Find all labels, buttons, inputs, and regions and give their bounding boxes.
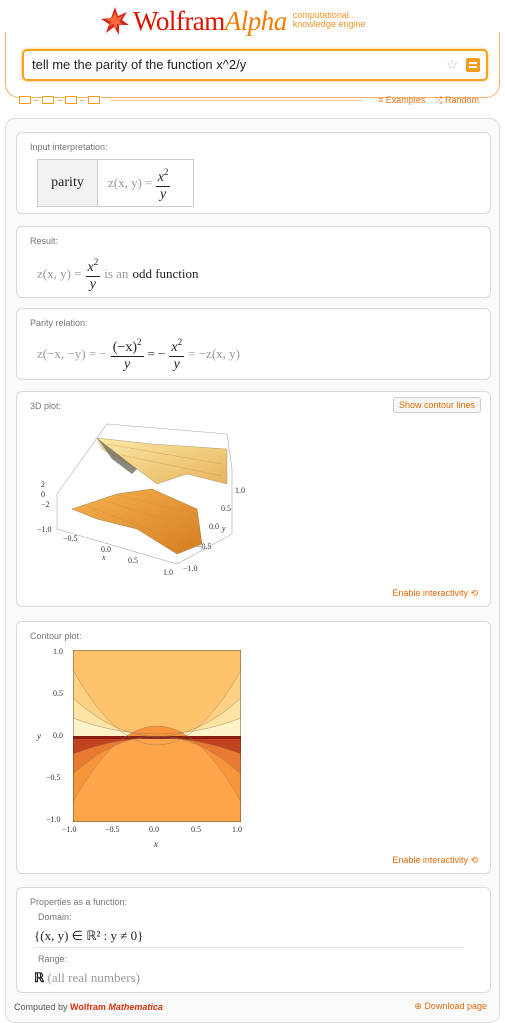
pod-parity-relation bbox=[16, 308, 491, 380]
denominator: y bbox=[173, 357, 180, 372]
keyboard-icon[interactable] bbox=[19, 96, 31, 104]
camera-icon[interactable] bbox=[42, 96, 54, 104]
x-tick: −0.5 bbox=[63, 534, 78, 543]
pod-title: Properties as a function: bbox=[30, 897, 128, 907]
domain-value: {(x, y) ∈ ℝ² : y ≠ 0} bbox=[34, 928, 144, 943]
pod-properties bbox=[16, 887, 491, 993]
fraction: $\frac{x^2}{y}$ bbox=[156, 164, 171, 203]
fraction: $\frac{x^2}{y}$ bbox=[169, 334, 184, 373]
x-tick: −0.5 bbox=[105, 825, 120, 834]
x-tick: 0.5 bbox=[128, 556, 138, 565]
denominator: y bbox=[160, 186, 167, 202]
tool-separator bbox=[80, 100, 85, 101]
examples-link[interactable]: ≡ Examples bbox=[378, 95, 425, 106]
z-ticks bbox=[41, 480, 50, 510]
y-tick: 1.0 bbox=[53, 647, 63, 656]
pod-result bbox=[16, 226, 491, 298]
logo-wolfram-text: Wolfram bbox=[133, 6, 225, 36]
range-symbol: ℝ bbox=[34, 970, 45, 985]
denominator: y bbox=[124, 357, 131, 372]
pod-title: 3D plot: bbox=[30, 401, 62, 411]
divider bbox=[110, 100, 362, 101]
z-tick: −2 bbox=[41, 500, 50, 509]
random-link[interactable]: ⤮ Random bbox=[435, 95, 479, 106]
x-tick: 0.0 bbox=[101, 545, 111, 554]
input-tools bbox=[19, 94, 103, 106]
download-page-link[interactable]: ⊕ Download page bbox=[414, 1001, 487, 1012]
y-axis-label: y bbox=[222, 524, 226, 533]
tagline-line2: knowledge engine bbox=[292, 19, 366, 29]
z-tick: 2 bbox=[41, 480, 45, 489]
mathematica-link[interactable]: Mathematica bbox=[108, 1002, 163, 1012]
pod-title: Result: bbox=[30, 236, 59, 246]
search-box[interactable] bbox=[22, 49, 488, 81]
numerator: x bbox=[157, 169, 164, 185]
table-icon[interactable] bbox=[65, 96, 77, 104]
numerator: x bbox=[87, 260, 94, 275]
extras-icon[interactable] bbox=[88, 96, 100, 104]
parity-expression bbox=[37, 334, 240, 373]
pod-contour-plot bbox=[16, 621, 491, 874]
interpretation-function bbox=[98, 160, 193, 206]
range-note: (all real numbers) bbox=[47, 970, 140, 985]
fraction: $\frac{(-x)^2}{y}$ bbox=[111, 334, 144, 373]
logo-alpha-text: Alpha bbox=[224, 6, 287, 36]
range-label: Range: bbox=[38, 954, 68, 964]
wolfram-link[interactable]: Wolfram bbox=[70, 1002, 106, 1012]
function-lhs: z(x, y) = bbox=[108, 175, 153, 190]
go-button[interactable] bbox=[466, 58, 480, 72]
header-links bbox=[378, 95, 479, 106]
parity-eq: = − bbox=[147, 345, 166, 361]
pod-title: Parity relation: bbox=[30, 318, 88, 328]
parity-rhs: = −z(x, y) bbox=[188, 345, 240, 361]
y-tick: 1.0 bbox=[235, 486, 245, 495]
computed-by-text: Computed by bbox=[14, 1002, 68, 1012]
numerator: x bbox=[171, 340, 178, 355]
footer-credit bbox=[14, 1002, 163, 1012]
logo-tagline bbox=[293, 11, 366, 29]
fraction: $\frac{x^2}{y}$ bbox=[86, 254, 101, 293]
enable-interactivity-link[interactable]: Enable interactivity ⟲ bbox=[392, 855, 478, 866]
x-axis-label: x bbox=[102, 553, 106, 562]
x-tick: −1.0 bbox=[37, 525, 52, 534]
header bbox=[0, 0, 505, 112]
tagline-line1: computational.. bbox=[292, 10, 354, 20]
search-input[interactable]: tell me the parity of the function x^2/y bbox=[32, 57, 247, 72]
results-container bbox=[5, 118, 500, 1023]
parity-lhs: z(−x, −y) = − bbox=[37, 345, 107, 361]
tool-separator bbox=[34, 100, 39, 101]
tool-separator bbox=[57, 100, 62, 101]
contour-y-label: y bbox=[37, 731, 41, 741]
pod-title: Contour plot: bbox=[30, 631, 82, 641]
result-is-an: is an bbox=[104, 265, 129, 281]
x-tick: 1.0 bbox=[232, 825, 242, 834]
x-tick: 0.5 bbox=[191, 825, 201, 834]
y-tick: 0.0 bbox=[209, 522, 219, 531]
domain-label: Domain: bbox=[38, 912, 72, 922]
result-lhs: z(x, y) = bbox=[37, 265, 82, 281]
y-tick: −0.5 bbox=[46, 773, 61, 782]
z-tick: 0 bbox=[41, 490, 45, 499]
pod-input-interpretation bbox=[16, 132, 491, 214]
contour-plot-image[interactable] bbox=[73, 650, 241, 822]
y-tick: −1.0 bbox=[183, 564, 198, 573]
y-tick: −0.5 bbox=[197, 542, 212, 551]
result-value: odd function bbox=[132, 265, 199, 281]
x-tick: 0.0 bbox=[149, 825, 159, 834]
numerator: (−x) bbox=[112, 340, 137, 355]
result-expression bbox=[37, 254, 199, 293]
range-value bbox=[34, 970, 140, 986]
pod-3d-plot bbox=[16, 391, 491, 607]
interpretation-parity: parity bbox=[38, 160, 98, 206]
divider bbox=[34, 947, 464, 948]
enable-interactivity-link[interactable]: Enable interactivity ⟲ bbox=[392, 588, 478, 599]
denominator: y bbox=[89, 277, 96, 292]
y-tick: 0.0 bbox=[53, 731, 63, 740]
x-tick: −1.0 bbox=[62, 825, 77, 834]
y-tick: 0.5 bbox=[53, 689, 63, 698]
interpretation-table bbox=[37, 159, 194, 207]
show-contour-lines-button[interactable]: Show contour lines bbox=[393, 397, 481, 413]
3d-plot-image[interactable] bbox=[37, 414, 267, 584]
pod-title: Input interpretation: bbox=[30, 142, 108, 152]
x-tick: 1.0 bbox=[163, 568, 173, 577]
y-tick: −1.0 bbox=[46, 815, 61, 824]
y-tick: 0.5 bbox=[221, 504, 231, 513]
contour-x-label: x bbox=[154, 839, 158, 849]
favorite-star-icon[interactable]: ☆ bbox=[446, 57, 458, 72]
